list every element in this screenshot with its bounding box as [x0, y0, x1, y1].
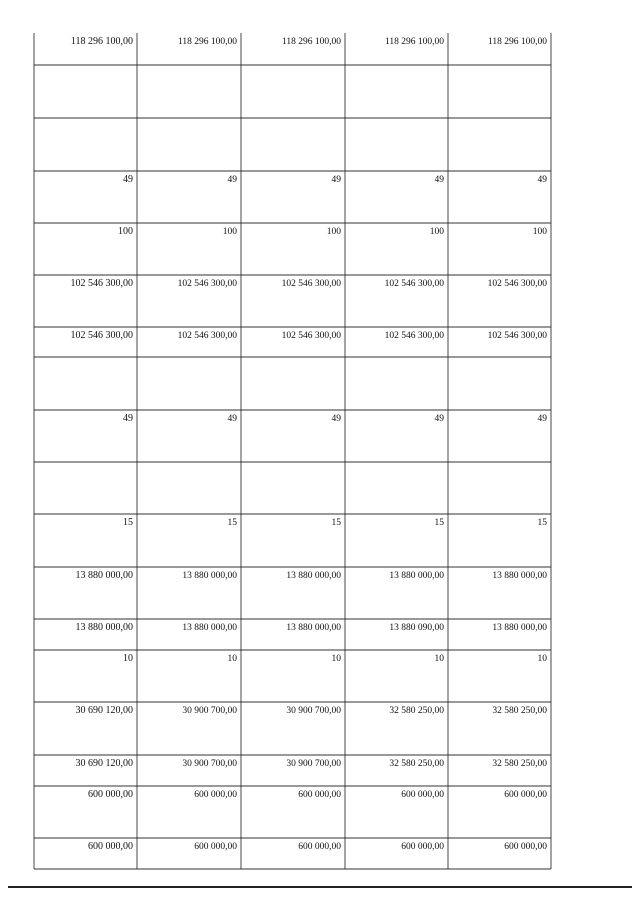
table-cell: 102 546 300,00: [487, 279, 547, 289]
table-cell: 102 546 300,00: [70, 330, 133, 341]
table-cell: 32 580 250,00: [389, 759, 444, 769]
table-cell: 600 000,00: [88, 789, 133, 800]
table-cell: 100: [326, 227, 341, 237]
table-cell: 102 546 300,00: [384, 331, 444, 341]
table-cell: 102 546 300,00: [281, 279, 341, 289]
table-cell: 32 580 250,00: [492, 706, 547, 716]
table-cell: 10: [227, 654, 237, 664]
table-cell: 102 546 300,00: [281, 331, 341, 341]
table-cell: 13 880 090,00: [389, 623, 444, 633]
table-cell: 102 546 300,00: [70, 278, 133, 289]
table-cell: 15: [123, 517, 133, 528]
table-cell: 13 880 000,00: [75, 570, 133, 581]
table-cell: 30 900 700,00: [286, 759, 341, 769]
table-cell: 30 690 120,00: [75, 758, 133, 769]
table-cell: 102 546 300,00: [177, 331, 237, 341]
table-cell: 10: [434, 654, 444, 664]
table-cell: 49: [227, 175, 237, 185]
table-cell: 13 880 000,00: [492, 623, 547, 633]
table-cell: 600 000,00: [88, 841, 133, 852]
table-cell: 49: [434, 175, 444, 185]
table-cell: 118 296 100,00: [487, 37, 547, 47]
table-cell: 30 690 120,00: [75, 705, 133, 716]
table-cell: 102 546 300,00: [384, 279, 444, 289]
table-cell: 10: [123, 653, 133, 664]
table-cell: 600 000,00: [401, 842, 444, 852]
table-cell: 15: [434, 518, 444, 528]
table-cell: 13 880 000,00: [286, 571, 341, 581]
table-cell: 32 580 250,00: [492, 759, 547, 769]
table-cell: 32 580 250,00: [389, 706, 444, 716]
table-cell: 49: [123, 413, 133, 424]
table-cell: 100: [222, 227, 237, 237]
table-cell: 13 880 000,00: [492, 571, 547, 581]
table-cell: 118 296 100,00: [177, 37, 237, 47]
table-cell: 15: [537, 518, 547, 528]
table-cell: 600 000,00: [504, 842, 547, 852]
table-cell: 49: [227, 414, 237, 424]
table-cell: 600 000,00: [401, 790, 444, 800]
table-cell: 49: [537, 414, 547, 424]
table-cell: 13 880 000,00: [182, 623, 237, 633]
table-cell: 15: [227, 518, 237, 528]
table-cell: 118 296 100,00: [384, 37, 444, 47]
table-cell: 13 880 000,00: [286, 623, 341, 633]
table-cell: 49: [331, 175, 341, 185]
table-cell: 49: [123, 174, 133, 185]
table-cell: 49: [331, 414, 341, 424]
table-cell: 15: [331, 518, 341, 528]
table-cell: 49: [434, 414, 444, 424]
table-cell: 100: [429, 227, 444, 237]
table-cell: 100: [532, 227, 547, 237]
table-cell: 30 900 700,00: [286, 706, 341, 716]
table-cell: 13 880 000,00: [182, 571, 237, 581]
table-cell: 600 000,00: [504, 790, 547, 800]
table-cell: 30 900 700,00: [182, 759, 237, 769]
table-cell: 118 296 100,00: [70, 36, 133, 47]
table-cell: 13 880 000,00: [389, 571, 444, 581]
table-cell: 49: [537, 175, 547, 185]
table-cell: 118 296 100,00: [281, 37, 341, 47]
footer-rule: [8, 886, 632, 888]
table-cell: 600 000,00: [194, 790, 237, 800]
table-cell: 600 000,00: [194, 842, 237, 852]
table-cell: 600 000,00: [298, 842, 341, 852]
table-cell: 102 546 300,00: [177, 279, 237, 289]
table-cell: 13 880 000,00: [75, 622, 133, 633]
table-cell: 30 900 700,00: [182, 706, 237, 716]
table-cell: 10: [537, 654, 547, 664]
table-cell: 600 000,00: [298, 790, 341, 800]
table-cell: 10: [331, 654, 341, 664]
table-cell: 100: [118, 226, 133, 237]
table-cell: 102 546 300,00: [487, 331, 547, 341]
